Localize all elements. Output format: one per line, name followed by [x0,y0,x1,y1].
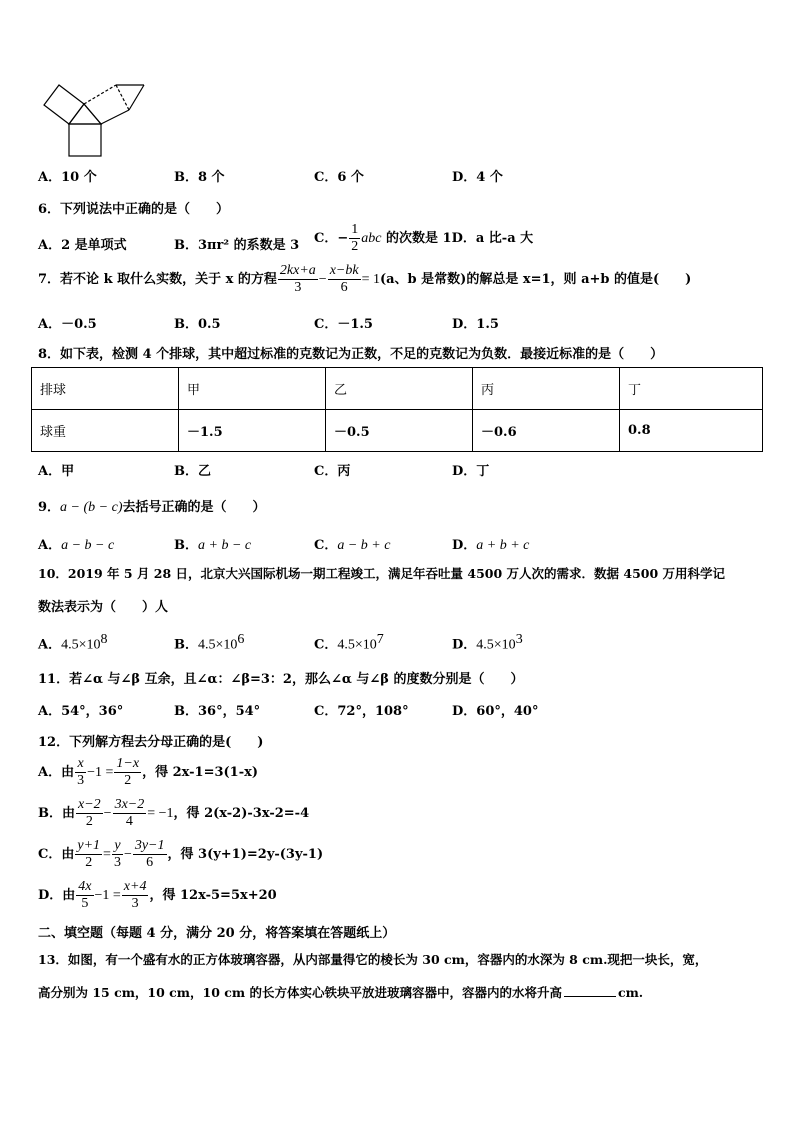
q11-stem: 11．若∠α 与∠β 互余，且∠α：∠β=3：2，那么∠α 与∠β 的度数分别是（ ） [38,672,524,687]
table-cell: 乙 [326,368,473,410]
q13-stem-line2: 高分别为 15 cm，10 cm，10 cm 的长方体实心铁块平放进玻璃容器中，容器内的水将升高 cm. [38,985,644,1000]
q12-option-d: D．由 $\frac{4x}{5}$ −1 = $\frac{x+4}{3}$ ，得 12x-5=5x+20 [38,879,277,912]
section-heading-fill-in: 二、填空题（每题 4 分，满分 20 分，将答案填在答题纸上） [38,926,396,941]
q12-option-a: A．由 $\frac{x}{3}$ −1 = $\frac{1-x}{2}$ ，得 2x-1=3(1-x) [38,756,259,789]
q9-option-c: C．a − b + c [314,538,391,553]
q7-stem: 7．若不论 k 取什么实数，关于 x 的方程 $\frac{2kx+a}{3}$ − $\frac{x-bk}{6}$ = 1(a、b 是常数)的解总是 x=1，则 a+b 的值是( ) [38,263,692,296]
q5-option-a: A．10 个 [38,170,97,185]
table-cell: 丙 [473,368,620,410]
q8-option-b: B．乙 [174,464,211,479]
table-cell: －0.6 [473,410,620,452]
q6-stem: 6．下列说法中正确的是（ ） [38,202,230,217]
q9-stem: 9．a − (b − c)去括号正确的是（ ） [38,500,266,515]
table-cell: 丁 [620,368,763,410]
q10-option-b: B．$4.5\times 10^6$ [174,632,245,653]
q7-option-b: B．0.5 [174,317,221,332]
q10-stem-line2: 数法表示为（ ）人 [38,600,169,615]
q10-stem-line1: 10．2019 年 5 月 28 日，北京大兴国际机场一期工程竣工，满足年吞吐量 4500 万人次的需求．数据 4500 万用科学记 [38,566,726,581]
q12-option-c: C．由 $\frac{y+1}{2}$ = $\frac{y}{3}$ − $\frac{3y-1}{6}$ ，得 3(y+1)=2y-(3y-1) [38,838,324,871]
table-cell: －0.5 [326,410,473,452]
table-row [32,410,763,452]
q5-option-c: C．6 个 [314,170,364,185]
q7-option-d: D．1.5 [452,317,499,332]
table-cell: －1.5 [179,410,326,452]
table-row [32,368,763,410]
q9-option-a: A．a − b − c [38,538,115,553]
ball-weight-table [31,367,763,452]
prism-net-figure [38,80,150,158]
q11-option-c: C．72°，108° [314,704,409,719]
q8-stem: 8．如下表，检测 4 个排球，其中超过标准的克数记为正数，不足的克数记为负数．最接近标准的是（ ） [38,347,664,362]
table-cell: 0.8 [620,410,763,452]
q11-option-a: A．54°，36° [38,704,124,719]
q8-option-d: D．丁 [452,464,490,479]
q12-stem: 12．下列解方程去分母正确的是( ) [38,735,264,750]
q8-option-c: C．丙 [314,464,351,479]
q11-option-d: D．60°，40° [452,704,539,719]
q9-option-b: B．a + b − c [174,538,252,553]
q5-option-d: D．4 个 [452,170,503,185]
q11-option-b: B．36°，54° [174,704,261,719]
q5-option-b: B．8 个 [174,170,225,185]
q8-option-a: A．甲 [38,464,75,479]
q10-option-a: A．$4.5\times 10^8$ [38,632,108,653]
q6-option-c: C．− $\frac{1}{2}$ abc 的次数是 1D．a 比-a 大 [314,222,534,255]
q13-stem-line1: 13．如图，有一个盛有水的正方体玻璃容器，从内部量得它的棱长为 30 cm，容器内的水深为 8 cm.现把一块长，宽， [38,952,708,967]
q7-option-c: C．－1.5 [314,317,373,332]
q10-option-c: C．$4.5\times 10^7$ [314,632,384,653]
q10-option-d: D．$4.5\times 10^3$ [452,632,523,653]
q12-option-b: B．由 $\frac{x-2}{2}$ − $\frac{3x-2}{4}$ = −1，得 2(x-2)-3x-2=-4 [38,797,310,830]
q6-option-b: B．3πr² 的系数是 3 [174,238,300,253]
table-cell: 甲 [179,368,326,410]
table-cell: 球重 [32,410,179,452]
q9-option-d: D．a + b + c [452,538,530,553]
q7-option-a: A．－0.5 [38,317,97,332]
answer-blank[interactable] [564,996,616,997]
q6-option-a: A．2 是单项式 [38,238,127,253]
table-cell: 排球 [32,368,179,410]
